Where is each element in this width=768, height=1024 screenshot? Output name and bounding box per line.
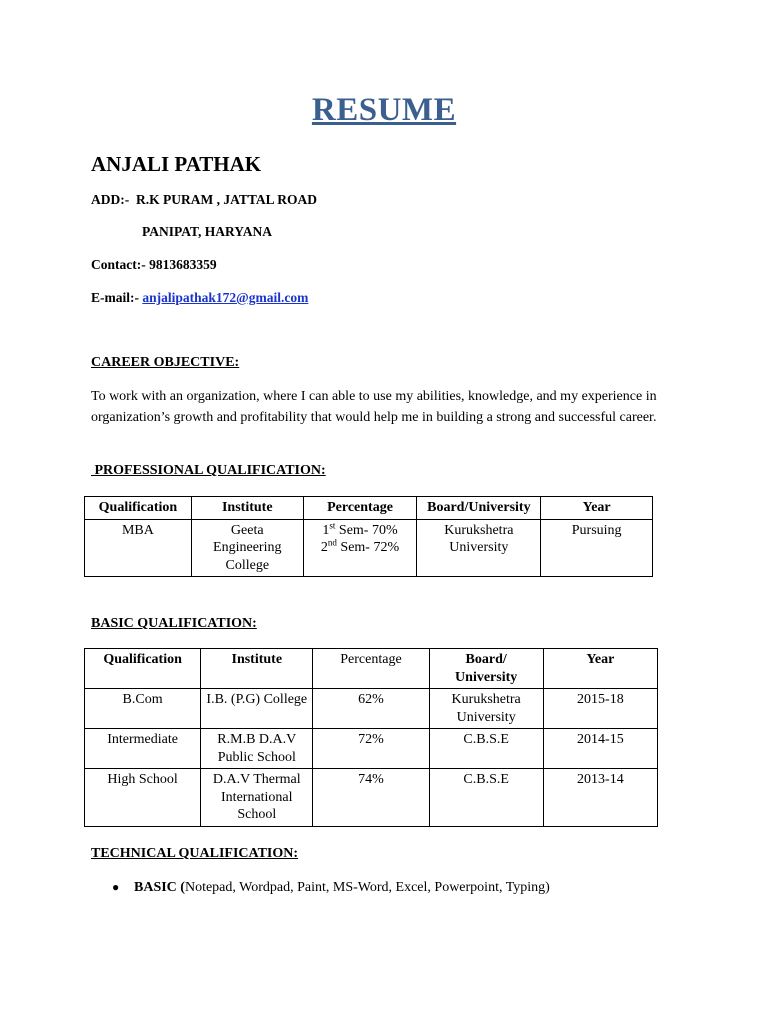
cell-year: 2014-15: [543, 729, 657, 769]
header-qualification: Qualification: [85, 649, 201, 689]
technical-item-label: BASIC (: [134, 880, 185, 895]
address-label: ADD:-: [91, 192, 130, 207]
professional-heading-text: PROFESSIONAL QUALIFICATION:: [94, 463, 326, 478]
basic-qualification-heading: BASIC QUALIFICATION:: [91, 616, 257, 631]
candidate-name: ANJALI PATHAK: [91, 152, 262, 176]
cell-board: C.B.S.E: [429, 769, 543, 827]
bullet-icon: ●: [112, 880, 120, 894]
cell-percentage: 62%: [313, 689, 429, 729]
header-qualification: Qualification: [85, 497, 192, 520]
table-row: [85, 769, 658, 827]
cell-institute: Geeta Engineering College: [191, 519, 303, 577]
cell-institute: I.B. (P.G) College: [201, 689, 313, 729]
career-objective-text: To work with an organization, where I can able to use my abilities, knowledge, and my experience in organization’s growth and profitability that would help me in building a strong and successful career.: [91, 389, 657, 425]
career-objective-heading: CAREER OBJECTIVE:: [91, 355, 240, 370]
sem2-value: Sem- 72%: [336, 540, 400, 555]
technical-qualification-heading: TECHNICAL QUALIFICATION:: [91, 846, 299, 861]
table-header-row: [85, 497, 653, 520]
cell-qualification: High School: [85, 769, 201, 827]
sem1-value: Sem- 70%: [335, 522, 398, 538]
cell-percentage: 72%: [313, 729, 429, 769]
table-row: [85, 519, 653, 577]
email-line: [91, 290, 308, 306]
cell-board: Kurukshetra University: [429, 689, 543, 729]
email-label: E-mail:-: [91, 290, 139, 305]
cell-percentage: [303, 519, 417, 577]
cell-institute: D.A.V Thermal International School: [201, 769, 313, 827]
percentage-sem2: [308, 539, 413, 557]
address-line-1: [91, 192, 317, 208]
table-row: [85, 729, 658, 769]
address-line-2: PANIPAT, HARYANA: [142, 224, 273, 239]
header-institute: Institute: [191, 497, 303, 520]
resume-title: RESUME: [311, 92, 457, 128]
sem1-number: 1: [322, 522, 330, 538]
email-link[interactable]: anjalipathak172@gmail.com: [142, 290, 309, 305]
cell-board: Kurukshetra University: [417, 519, 541, 577]
percentage-sem1: [308, 519, 413, 540]
cell-institute: R.M.B D.A.V Public School: [201, 729, 313, 769]
basic-qualification-table: [84, 648, 658, 827]
contact-line: [91, 257, 217, 273]
cell-percentage: 74%: [313, 769, 429, 827]
header-percentage: Percentage: [313, 649, 429, 689]
professional-qualification-table: [84, 496, 653, 577]
header-institute: Institute: [201, 649, 313, 689]
table-row: [85, 689, 658, 729]
header-board: Board/University: [417, 497, 541, 520]
contact-number: 9813683359: [149, 257, 217, 272]
sem2-suffix: nd: [327, 537, 337, 548]
header-year: Year: [541, 497, 653, 520]
cell-year: 2015-18: [543, 689, 657, 729]
sem1-suffix: st: [329, 519, 336, 530]
technical-list-item: [112, 880, 550, 896]
cell-qualification: B.Com: [85, 689, 201, 729]
cell-qualification: Intermediate: [85, 729, 201, 769]
cell-year: Pursuing: [541, 519, 653, 577]
table-header-row: [85, 649, 658, 689]
technical-item-text: Notepad, Wordpad, Paint, MS-Word, Excel, Powerpoint, Typing): [184, 880, 550, 895]
sem2-number: 2: [320, 540, 328, 555]
contact-label: Contact:-: [91, 257, 146, 272]
address-street: R.K PURAM , JATTAL ROAD: [136, 192, 317, 207]
header-year: Year: [543, 649, 657, 689]
cell-board: C.B.S.E: [429, 729, 543, 769]
professional-qualification-heading: [91, 463, 326, 479]
header-board: Board/ University: [429, 649, 543, 689]
cell-qualification: MBA: [85, 519, 192, 577]
header-percentage: Percentage: [303, 497, 417, 520]
cell-year: 2013-14: [543, 769, 657, 827]
